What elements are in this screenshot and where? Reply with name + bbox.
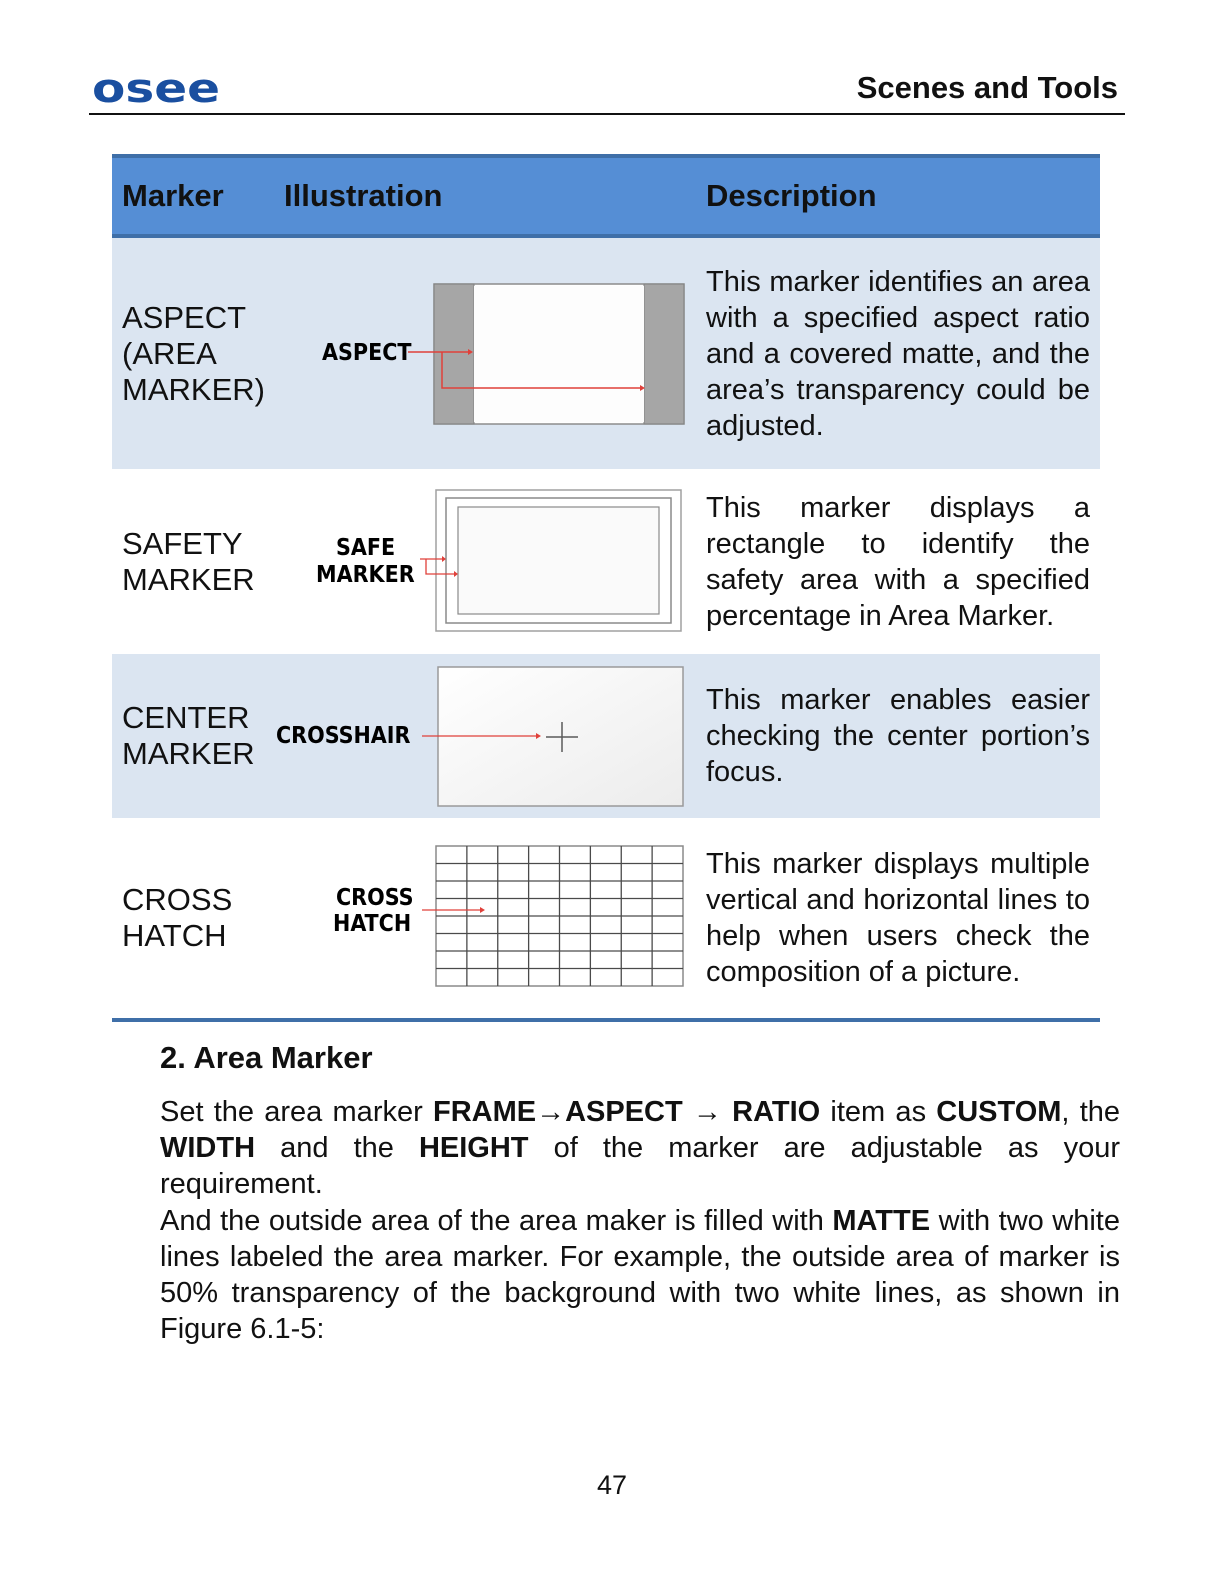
text-run: Set the area marker (160, 1096, 433, 1128)
illustration-center (274, 654, 694, 818)
page-header-title: Scenes and Tools (856, 70, 1118, 105)
svg-text:osee: osee (92, 70, 220, 106)
table-header-row (112, 156, 1100, 236)
illustration-label-marker: MARKER (316, 562, 415, 588)
marker-name-crosshatch: CROSS HATCH (112, 818, 274, 1020)
table-row (112, 469, 1100, 654)
illustration-aspect (274, 236, 694, 469)
text-run: of the marker are adjustable as your requirement. (160, 1132, 1120, 1200)
header-rule (89, 113, 1125, 115)
illustration-label-crosshair: CROSSHAIR (276, 723, 411, 749)
bold-term: MATTE (832, 1205, 931, 1237)
illustration-label-cross: CROSS (336, 885, 414, 911)
crosshatch-illustration-image (274, 818, 694, 1018)
illustration-label-aspect: ASPECT (322, 340, 412, 366)
table-row (112, 818, 1100, 1020)
aspect-illustration-image (274, 238, 694, 469)
bold-term: HEIGHT (418, 1132, 529, 1164)
text-run: and the (255, 1132, 419, 1164)
marker-name-safety: SAFETY MARKER (122, 525, 255, 597)
description-center: This marker enables easier checking the center portion’s focus. (694, 654, 1100, 818)
illustration-label-safe: SAFE (336, 535, 396, 561)
text-run: And the outside area of the area maker is filled with (160, 1205, 833, 1237)
col-header-illustration: Illustration (274, 156, 694, 236)
paragraph-1 (160, 1094, 1120, 1202)
marker-name-center: CENTER MARKER (112, 654, 274, 818)
description-safety: This marker displays a rectangle to identify the safety area with a specified percentage in Area Marker. (706, 491, 1090, 632)
bold-term: FRAME→ASPECT → RATIO (432, 1096, 821, 1128)
page-number: 47 (596, 1470, 628, 1500)
illustration-label-hatch: HATCH (333, 911, 412, 937)
illustration-crosshatch (274, 818, 694, 1020)
text-run: with two white lines labeled the area marker. For example, the outside area of marker is 50% transparency of the background with two white lines, as shown in Figure 6.1-5: (160, 1205, 1120, 1345)
center-illustration-image (274, 654, 694, 818)
bold-term: CUSTOM (936, 1096, 1062, 1128)
col-header-description: Description (694, 156, 1100, 236)
description-aspect: This marker identifies an area with a specified aspect ratio and a covered matte, and the area’s transparency could be adjusted. (694, 236, 1100, 469)
text-run: item as (820, 1096, 937, 1128)
marker-table (112, 154, 1100, 1022)
col-header-marker: Marker (112, 156, 274, 236)
marker-name-aspect: ASPECT (AREA MARKER) (112, 236, 274, 469)
bold-term: WIDTH (160, 1132, 256, 1164)
safety-illustration-image (274, 469, 694, 654)
description-crosshatch: This marker displays multiple vertical and horizontal lines to help when users check the composition of a picture. (694, 818, 1100, 1020)
osee-logo (92, 70, 220, 106)
illustration-safety (274, 469, 694, 654)
text-run: , the (1061, 1096, 1121, 1128)
table-row (112, 236, 1100, 469)
paragraph-2 (160, 1203, 1120, 1347)
section-title: 2. Area Marker (160, 1040, 373, 1075)
table-row (112, 654, 1100, 818)
